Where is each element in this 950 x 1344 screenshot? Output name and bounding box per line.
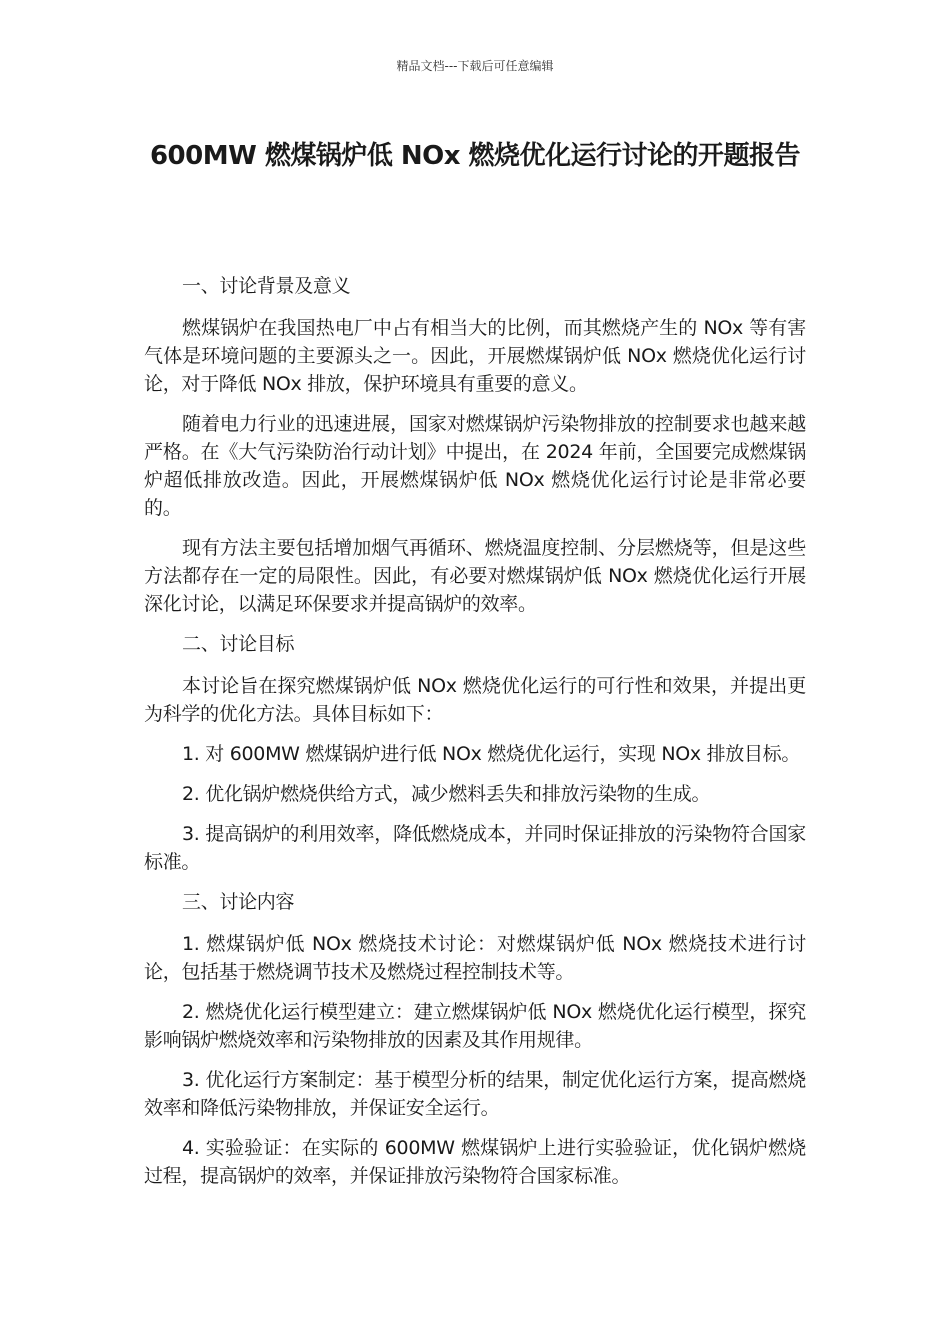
list-item: 1. 对 600MW 燃煤锅炉进行低 NOx 燃烧优化运行，实现 NOx 排放目标。	[182, 743, 801, 765]
paragraph: 随着电力行业的迅速进展，国家对燃煤锅炉污染物排放的控制要求也越来越严格。在《大气污染防治行动计划》中提出，在 2024 年前，全国要完成燃煤锅炉超低排放改造。因此，开展燃煤锅炉低 NOx 燃烧优化运行讨论是非常必要的。	[144, 413, 806, 519]
section-heading: 三、讨论内容	[182, 891, 295, 913]
document-title: 600MW 燃煤锅炉低 NOx 燃烧优化运行讨论的开题报告	[149, 141, 801, 171]
list-item: 1. 燃煤锅炉低 NOx 燃烧技术讨论：对燃煤锅炉低 NOx 燃烧技术进行讨论，包括基于燃烧调节技术及燃烧过程控制技术等。	[144, 933, 806, 983]
paragraph: 本讨论旨在探究燃煤锅炉低 NOx 燃烧优化运行的可行性和效果，并提出更为科学的优化方法。具体目标如下：	[144, 675, 806, 725]
list-item: 3. 提高锅炉的利用效率，降低燃烧成本，并同时保证排放的污染物符合国家标准。	[144, 823, 806, 873]
document-body	[144, 272, 806, 1202]
list-item: 3. 优化运行方案制定：基于模型分析的结果，制定优化运行方案，提高燃烧效率和降低污染物排放，并保证安全运行。	[144, 1069, 806, 1119]
list-item: 4. 实验验证：在实际的 600MW 燃煤锅炉上进行实验验证，优化锅炉燃烧过程，提高锅炉的效率，并保证排放污染物符合国家标准。	[144, 1137, 806, 1187]
section-heading: 二、讨论目标	[182, 633, 295, 655]
paragraph: 燃煤锅炉在我国热电厂中占有相当大的比例，而其燃烧产生的 NOx 等有害气体是环境问题的主要源头之一。因此，开展燃煤锅炉低 NOx 燃烧优化运行讨论，对于降低 NOx 排放，保护环境具有重要的意义。	[144, 317, 806, 395]
list-item: 2. 燃烧优化运行模型建立：建立燃煤锅炉低 NOx 燃烧优化运行模型，探究影响锅炉燃烧效率和污染物排放的因素及其作用规律。	[144, 1001, 806, 1051]
paragraph: 现有方法主要包括增加烟气再循环、燃烧温度控制、分层燃烧等，但是这些方法都存在一定的局限性。因此，有必要对燃煤锅炉低 NOx 燃烧优化运行开展深化讨论，以满足环保要求并提高锅炉的效率。	[144, 537, 806, 615]
list-item: 2. 优化锅炉燃烧供给方式，减少燃料丢失和排放污染物的生成。	[182, 783, 711, 805]
section-heading: 一、讨论背景及意义	[182, 275, 351, 297]
header-note: 精品文档---下载后可任意编辑	[396, 59, 554, 73]
